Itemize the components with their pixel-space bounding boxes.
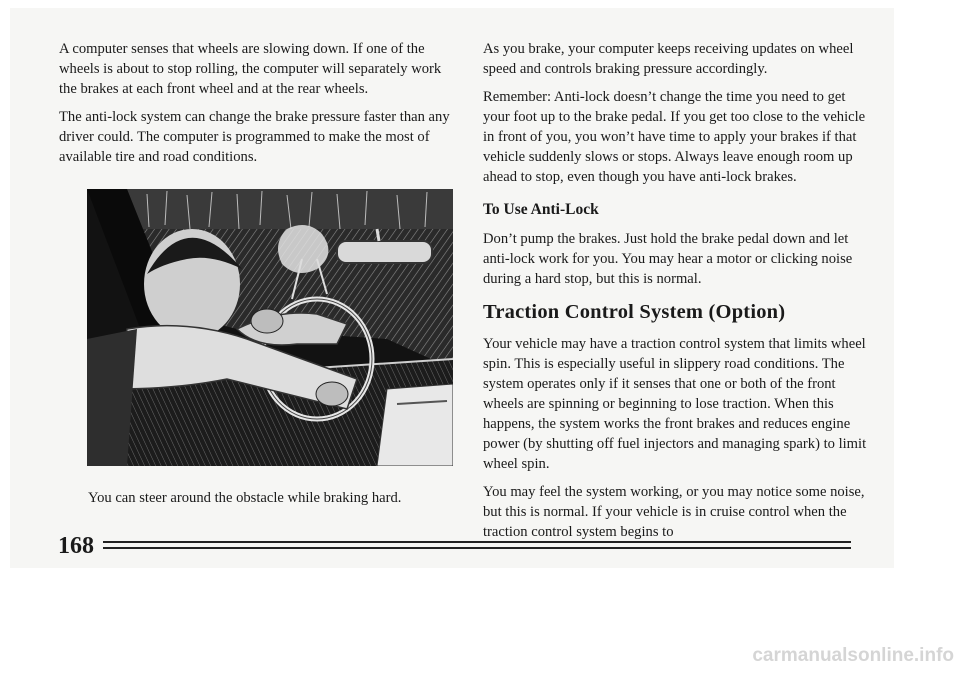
subheading-to-use-anti-lock: To Use Anti-Lock [483, 201, 599, 218]
illustration-driver-braking [87, 189, 453, 466]
illustration-drawing [87, 189, 453, 466]
watermark: carmanualsonline.info [752, 645, 954, 666]
footer-rule-top [103, 541, 851, 543]
right-column [483, 39, 873, 550]
paragraph-remember: Remember: Anti-lock doesn’t change the time you need to get your foot up to the brake pedal. If you get too close to the vehicle in front of you, you won’t have time to apply your brakes if that vehicle suddenly slows or stops. Always leave enough room up ahead to stop, even though you have anti-lock brakes. [483, 89, 866, 185]
figure-caption: You can steer around the obstacle while braking hard. [88, 490, 402, 506]
paragraph-traction-description: Your vehicle may have a traction control system that limits wheel spin. This is especially useful in slippery road conditions. The system operates only if it senses that one or both of the front wheels are spinning or beginning to lose traction. When this happens, the system works the front brakes and reduces engine power (by shutting off fuel injectors and managing spark) to limit wheel spin. [483, 336, 867, 472]
section-heading-traction-control: Traction Control System (Option) [483, 301, 786, 323]
paragraph-brake-updates: As you brake, your computer keeps receiving updates on wheel speed and controls braking pressure accordingly. [483, 41, 854, 77]
left-column [59, 39, 453, 175]
paragraph-dont-pump: Don’t pump the brakes. Just hold the brake pedal down and let anti-lock work for you. You may hear a motor or clicking noise during a hard stop, but this is normal. [483, 231, 853, 287]
page-number: 168 [58, 533, 94, 559]
paragraph-abs-pressure: The anti-lock system can change the brake pressure faster than any driver could. The computer is programmed to make the most of available tire and road conditions. [59, 109, 450, 165]
footer-rule-bottom [103, 547, 851, 549]
paragraph-abs-sensing: A computer senses that wheels are slowing down. If one of the wheels is about to stop rolling, the computer will separately work the brakes at each front wheel and at the rear wheels. [59, 41, 442, 97]
paragraph-traction-noise: You may feel the system working, or you may notice some noise, but this is normal. If your vehicle is in cruise control when the traction control system begins to [483, 484, 865, 540]
